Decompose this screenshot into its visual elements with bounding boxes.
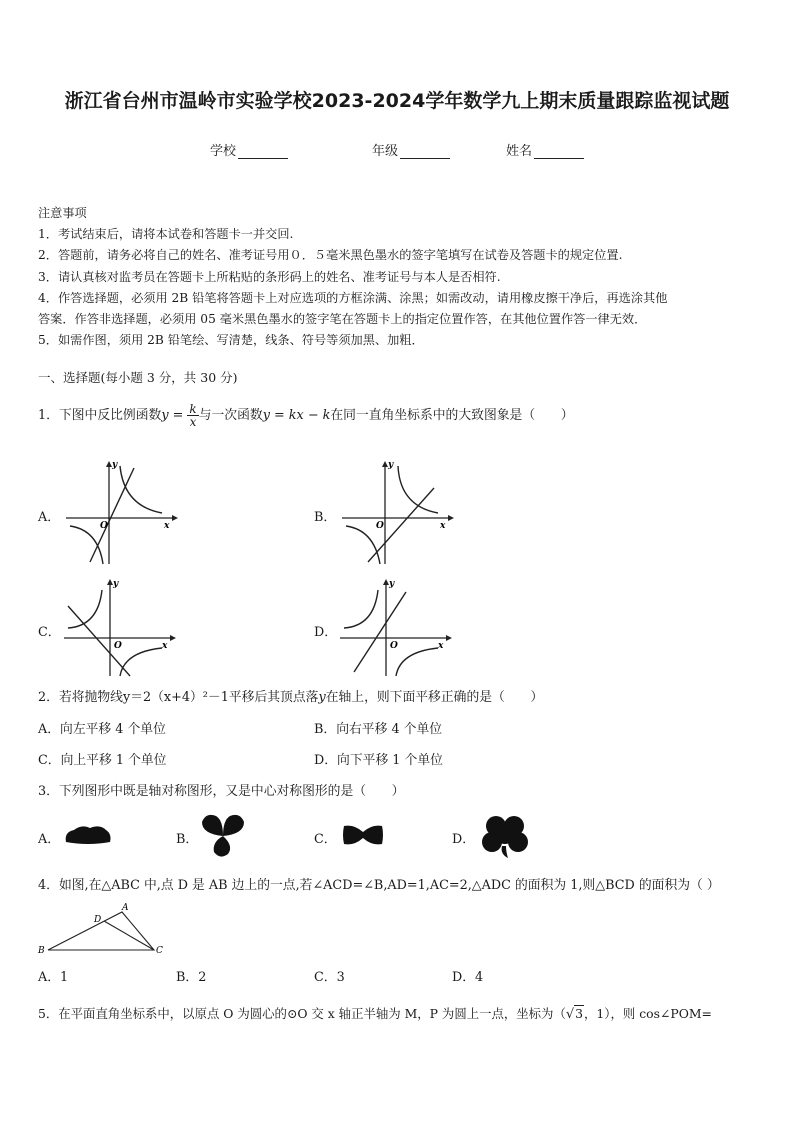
q1b-x-label: x [440, 521, 446, 531]
q1c-x-label: x [162, 641, 168, 651]
q1a-origin-label: O [100, 521, 108, 531]
q3-shape-b [198, 812, 248, 860]
q1-text-post: 在同一直角坐标系中的大致图象是（ ） [330, 408, 574, 423]
q4-triangle-figure [36, 900, 166, 958]
q3-shape-c [340, 820, 386, 850]
q1-linear-expr: kx − k [288, 408, 331, 423]
q1-graph-b [338, 458, 456, 568]
q4-option-a[interactable]: A．1 [38, 970, 69, 985]
question-5-stem [38, 1004, 712, 1022]
q4-option-d[interactable]: D．4 [452, 970, 484, 985]
q2-option-c[interactable]: C．向上平移 1 个单位 [38, 753, 167, 768]
question-3-stem: 3．下列图形中既是轴对称图形，又是中心对称图形的是（ ） [38, 784, 405, 799]
q1-option-b-label[interactable]: B． [314, 510, 337, 525]
grade-label: 年级 [372, 144, 399, 159]
q3-option-d-label[interactable]: D． [452, 832, 476, 847]
q2-text-pre: 2．若将抛物线 [38, 690, 123, 705]
q2-text-mid: 平移后其顶点落 [228, 690, 319, 705]
q1b-origin-label: O [376, 521, 384, 531]
q1-option-c-label[interactable]: C． [38, 625, 61, 640]
q2-var-y: y [318, 690, 326, 705]
q1b-y-label: y [388, 460, 394, 470]
grade-blank[interactable] [400, 144, 450, 159]
q3-option-b-label[interactable]: B． [176, 832, 199, 847]
q5-text-pre: 5．在平面直角坐标系中，以原点 O 为圆心的⊙O 交 x 轴正半轴为 M，P 为圆上一点，坐标为（ [38, 1006, 566, 1021]
student-info-row [0, 140, 794, 160]
q2-option-d[interactable]: D．向下平移 1 个单位 [314, 753, 443, 768]
q1-option-a-label[interactable]: A． [38, 510, 61, 525]
q3-option-c-label[interactable]: C． [314, 832, 337, 847]
note-item: 4．作答选择题，必须用 2B 铅笔将答题卡上对应选项的方框涂满、涂黑；如需改动，请用橡皮擦干净后，再选涂其他 [38, 290, 668, 305]
q5-radicand: 3 [575, 1006, 584, 1021]
note-item: 1．考试结束后，请将本试卷和答题卡一并交回. [38, 227, 294, 242]
q3-shape-d [478, 812, 532, 860]
q4-option-c[interactable]: C．3 [314, 970, 345, 985]
notes-heading: 注意事项 [38, 206, 87, 220]
q1-text-pre: 1．下图中反比例函数 [38, 408, 162, 423]
school-field [210, 140, 288, 159]
q2-parabola-expr: y＝2（x+4）²－1 [122, 690, 229, 705]
note-item: 2．答题前，请务必将自己的姓名、准考证号用０．５毫米黑色墨水的签字笔填写在试卷及答题卡的规定位置. [38, 248, 623, 263]
q1d-y-label: y [389, 579, 395, 589]
q2-option-a[interactable]: A．向左平移 4 个单位 [38, 722, 166, 737]
school-blank[interactable] [238, 144, 288, 159]
name-label: 姓名 [506, 144, 533, 159]
grade-field [372, 140, 450, 159]
exam-title: 浙江省台州市温岭市实验学校2023-2024学年数学九上期末质量跟踪监视试题 [64, 90, 730, 112]
q1a-x-label: x [164, 521, 170, 531]
q1-fraction [187, 403, 198, 428]
note-item: 3．请认真核对监考员在答题卡上所粘贴的条形码上的姓名、准考证号与本人是否相符. [38, 269, 501, 284]
q4-label-d: D [94, 915, 102, 925]
question-1-stem [38, 403, 574, 428]
note-item: 答案．作答非选择题，必须用 05 毫米黑色墨水的签字笔在答题卡上的指定位置作答，在其他位置作答一律无效． [38, 312, 647, 327]
q4-label-a: A [122, 903, 129, 913]
question-2-stem [38, 686, 543, 705]
q1d-x-label: x [438, 641, 444, 651]
name-blank[interactable] [534, 144, 584, 159]
q1d-origin-label: O [390, 641, 398, 651]
name-field [506, 140, 584, 159]
q2-text-post: 在轴上，则下面平移正确的是（ ） [325, 690, 544, 705]
q2-option-b[interactable]: B．向右平移 4 个单位 [314, 722, 443, 737]
q5-text-post: ，1），则 cos∠POM= [584, 1006, 712, 1021]
q1-denominator: x [189, 415, 197, 429]
q4-label-c: C [156, 946, 163, 956]
q5-sqrt: √3 [565, 1006, 584, 1022]
q1-graph-a [62, 458, 180, 568]
question-4-stem: 4．如图,在△ABC 中,点 D 是 AB 边上的一点,若∠ACD=∠B,AD=1,AC=2,△ADC 的面积为 1,则△BCD 的面积为（ ） [38, 878, 720, 893]
q1a-y-label: y [112, 460, 118, 470]
q1c-origin-label: O [114, 641, 122, 651]
q1-var-y2: y [262, 408, 270, 423]
q1c-y-label: y [113, 579, 119, 589]
notes-block [38, 203, 768, 351]
q3-option-a-label[interactable]: A． [38, 832, 61, 847]
q1-graph-d [336, 576, 454, 680]
note-item: 5．如需作图，须用 2B 铅笔绘、写清楚，线条、符号等须加黑、加粗． [38, 333, 424, 348]
section-heading: 一、选择题(每小题 3 分，共 30 分) [38, 370, 238, 385]
q3-shape-a [62, 822, 114, 848]
q1-equals: = [168, 408, 188, 423]
q1-text-mid: 与一次函数 [198, 408, 263, 423]
q1-equals-2: = [269, 408, 289, 423]
q1-var-y: y [161, 408, 169, 423]
q4-option-b[interactable]: B．2 [176, 970, 207, 985]
school-label: 学校 [210, 144, 237, 159]
q1-graph-c [60, 576, 178, 680]
q4-label-b: B [38, 946, 45, 956]
q1-numerator: k [189, 402, 197, 416]
q1-option-d-label[interactable]: D． [314, 625, 338, 640]
